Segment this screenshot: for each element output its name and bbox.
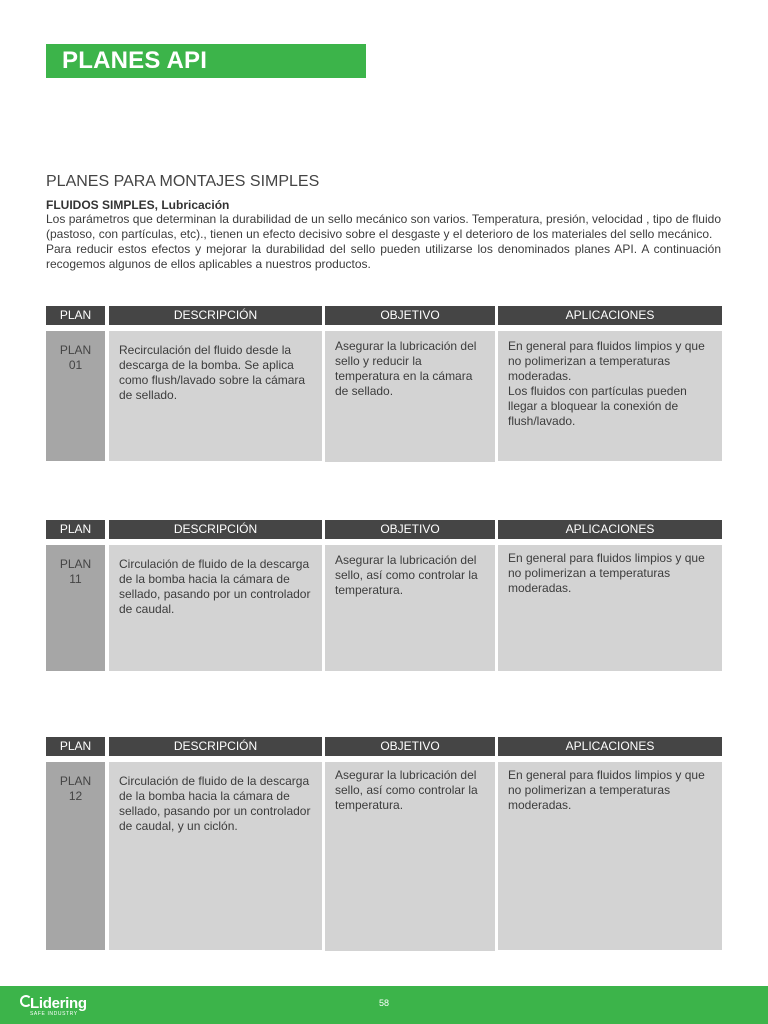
- aplicaciones-text-1: En general para fluidos limpios y que no polimerizan a temperaturas moderadas.: [508, 551, 705, 595]
- header-plan: PLAN: [46, 737, 105, 756]
- descripcion-cell: Circulación de fluido de la descarga de la bomba hacia la cámara de sellado, pasando por un controlador de caudal.: [109, 545, 322, 671]
- header-aplicaciones: APLICACIONES: [498, 737, 722, 756]
- intro-paragraph-2: Para reducir estos efectos y mejorar la durabilidad del sello pueden utilizarse los denominados planes API. A continuación recogemos algunos de ellos aplicables a nuestros productos.: [46, 242, 721, 271]
- aplicaciones-cell: [498, 331, 722, 461]
- plan-number: 11: [69, 572, 82, 586]
- header-plan: PLAN: [46, 520, 105, 539]
- aplicaciones-text-1: En general para fluidos limpios y que no polimerizan a temperaturas moderadas.: [508, 339, 705, 383]
- header-descripcion: DESCRIPCIÓN: [109, 520, 322, 539]
- plan-label: PLAN: [59, 557, 92, 571]
- logo-text: Lidering: [30, 995, 87, 1012]
- plan-table-11: [46, 520, 722, 672]
- page-title: PLANES API: [46, 44, 366, 78]
- objetivo-cell: Asegurar la lubricación del sello, así como controlar la temperatura.: [325, 545, 495, 671]
- plan-label: PLAN: [59, 343, 92, 357]
- plan-number: 01: [68, 358, 83, 372]
- plan-table-12: [46, 737, 722, 951]
- header-aplicaciones: APLICACIONES: [498, 520, 722, 539]
- aplicaciones-text-1: En general para fluidos limpios y que no polimerizan a temperaturas moderadas.: [508, 768, 705, 812]
- descripcion-cell: Recirculación del fluido desde la descarga de la bomba. Se aplica como flush/lavado sobre la cámara de sellado.: [109, 331, 322, 461]
- objetivo-cell: Asegurar la lubricación del sello, así como controlar la temperatura.: [325, 762, 495, 951]
- header-descripcion: DESCRIPCIÓN: [109, 306, 322, 325]
- intro-paragraph-1: Los parámetros que determinan la durabilidad de un sello mecánico son varios. Temperatura, presión, velocidad , tipo de fluido (pastoso, con partículas, etc)., tienen un efecto decisivo sobre el desgaste y el deterioro de los materiales del sello mecánico.: [46, 212, 721, 241]
- logo-subtext: SAFE INDUSTRY: [30, 1011, 78, 1017]
- objetivo-cell: Asegurar la lubricación del sello y reducir la temperatura en la cámara de sellado.: [325, 331, 495, 462]
- header-aplicaciones: APLICACIONES: [498, 306, 722, 325]
- aplicaciones-text-2: Los fluidos con partículas pueden llegar a bloquear la conexión de flush/lavado.: [508, 384, 687, 428]
- plan-cell: [46, 331, 105, 461]
- aplicaciones-cell: [498, 762, 722, 950]
- header-descripcion: DESCRIPCIÓN: [109, 737, 322, 756]
- page-number: 58: [378, 998, 389, 1008]
- section-title: PLANES PARA MONTAJES SIMPLES: [46, 173, 320, 190]
- header-plan: PLAN: [46, 306, 105, 325]
- plan-number: 12: [68, 789, 83, 803]
- page-footer: [0, 986, 768, 1024]
- intro-text: [46, 212, 721, 272]
- plan-table-01: [46, 306, 722, 462]
- descripcion-cell: Circulación de fluido de la descarga de la bomba hacia la cámara de sellado, pasando por un controlador de caudal, y un ciclón.: [109, 762, 322, 950]
- header-objetivo: OBJETIVO: [325, 306, 495, 325]
- plan-label: PLAN: [59, 774, 92, 788]
- header-objetivo: OBJETIVO: [325, 737, 495, 756]
- plan-cell: [46, 545, 105, 671]
- section-subheading: FLUIDOS SIMPLES, Lubricación: [46, 198, 230, 212]
- header-objetivo: OBJETIVO: [325, 520, 495, 539]
- aplicaciones-cell: [498, 545, 722, 671]
- plan-cell: [46, 762, 105, 950]
